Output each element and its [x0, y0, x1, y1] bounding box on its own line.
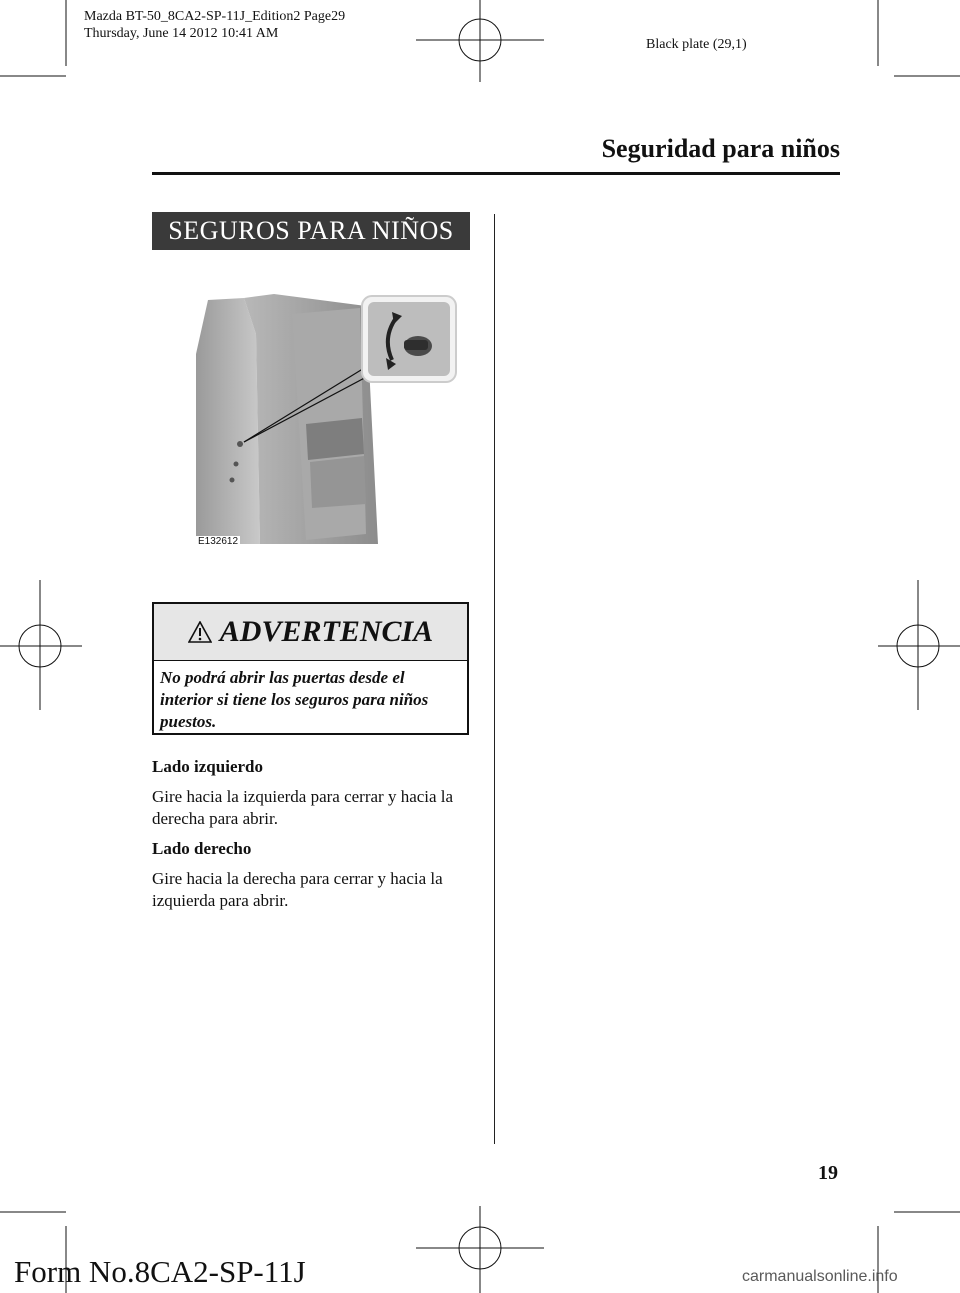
print-job-line1: Mazda BT-50_8CA2-SP-11J_Edition2 Page29: [84, 9, 346, 24]
child-lock-illustration: [196, 294, 460, 548]
column-divider: [494, 214, 495, 1144]
right-side-heading: Lado derecho: [152, 839, 252, 858]
left-side-instructions: [152, 756, 482, 830]
warning-triangle-icon: [188, 621, 212, 643]
section-title: SEGUROS PARA NIÑOS: [152, 212, 470, 250]
right-side-text: Gire hacia la derecha para cerrar y hacia la izquierda para abrir.: [152, 869, 443, 910]
figure-code: E132612: [198, 536, 239, 547]
form-number: Form No.8CA2-SP-11J: [14, 1254, 306, 1289]
page-header-title: Seguridad para niños: [601, 134, 840, 163]
right-side-instructions: [152, 838, 482, 912]
plate-label: Black plate (29,1): [646, 37, 747, 52]
print-job-line2: Thursday, June 14 2012 10:41 AM: [84, 26, 279, 41]
page-number: 19: [818, 1162, 838, 1184]
left-side-heading: Lado izquierdo: [152, 757, 263, 776]
warning-header: [154, 604, 467, 661]
warning-title: ADVERTENCIA: [219, 615, 434, 648]
watermark-link[interactable]: carmanualsonline.info: [742, 1268, 898, 1285]
warning-text: No podrá abrir las puertas desde el interior si tiene los seguros para niños puestos.: [160, 668, 429, 731]
print-job-info: [84, 8, 345, 42]
warning-box: [152, 602, 469, 735]
header-rule: [152, 172, 840, 175]
left-side-text: Gire hacia la izquierda para cerrar y hacia la derecha para abrir.: [152, 787, 454, 828]
